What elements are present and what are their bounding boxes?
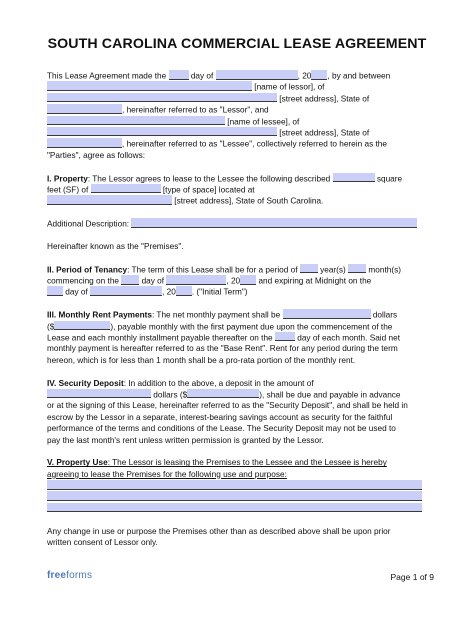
end-year-field[interactable] <box>176 286 192 296</box>
use-heading: V. Property Use <box>47 458 108 468</box>
end-day-field[interactable] <box>47 286 63 296</box>
deposit-line-1 <box>47 378 432 389</box>
property-line-1 <box>47 173 432 184</box>
property-text: [type of space] located at <box>162 185 255 195</box>
intro-line-7 <box>47 138 432 149</box>
use-field-line-1 <box>47 480 432 491</box>
day-field[interactable] <box>169 70 189 80</box>
tenancy-text: month(s) <box>368 265 401 275</box>
rent-text: Lease and each monthly installment payable thereafter on the <box>47 333 273 343</box>
property-text: [street address], State of South Carolina. <box>174 196 324 206</box>
deposit-line-5: performance of the terms and conditions of the Lease. The Security Deposit may not be used to <box>47 424 396 434</box>
additional-description-label: Additional Description: <box>47 219 130 229</box>
property-text: square <box>376 174 403 184</box>
years-field[interactable] <box>300 264 318 274</box>
rent-text: ), payable monthly with the first payment due upon the commencement of the <box>110 322 393 332</box>
intro-line-5 <box>47 116 432 127</box>
deposit-line-6: pay the last month's rent unless written permission is granted by the Lessor. <box>47 435 324 445</box>
start-day-field[interactable] <box>121 275 139 285</box>
intro-text: [name of lessor], of <box>254 82 325 92</box>
use-field-line-3 <box>47 503 432 514</box>
rent-line-4: monthly payment is hereafter referred to as the "Base Rent". Rent for any period during the term <box>47 344 398 354</box>
intro-text: [street address], State of <box>279 94 370 104</box>
tenancy-heading: II. Period of Tenancy <box>47 265 128 275</box>
freeforms-logo <box>47 570 92 581</box>
rent-words-field[interactable] <box>283 309 371 319</box>
rent-text: ($ <box>47 322 55 332</box>
tenancy-text: year(s) <box>320 265 346 275</box>
lessor-state-field[interactable] <box>47 104 122 114</box>
space-type-field[interactable] <box>91 184 161 194</box>
intro-line-4 <box>47 104 432 115</box>
additional-description-field[interactable] <box>131 218 417 228</box>
rent-text: dollars <box>372 310 398 320</box>
lessee-address-field[interactable] <box>47 127 277 137</box>
tenancy-text: commencing on the <box>47 276 119 286</box>
months-field[interactable] <box>348 264 366 274</box>
year-field[interactable] <box>311 70 327 80</box>
intro-line-3 <box>47 93 432 104</box>
lessee-state-field[interactable] <box>47 138 122 148</box>
intro-text: , hereinafter referred to as "Lessor", and <box>122 105 269 115</box>
intro-text: This Lease Agreement made the <box>47 71 167 81</box>
tenancy-text: : The term of this Lease shall be for a period of <box>127 265 298 275</box>
tenancy-line-1 <box>47 264 432 275</box>
intro-text: day of <box>190 71 214 81</box>
deposit-text: : In addition to the above, a deposit in the amount of <box>123 378 314 388</box>
rent-line-3 <box>47 332 432 343</box>
start-year-field[interactable] <box>240 275 256 285</box>
property-text: : The Lessor agrees to lease to the Lessee the following described <box>87 174 331 184</box>
logo-text-a: free <box>47 570 67 581</box>
intro-line-8: "Parties", agree as follows: <box>47 150 146 160</box>
rent-line-5: hereon, which is for less than 1 month shall be a pro-rata portion of the monthly rent. <box>47 355 356 365</box>
start-month-field[interactable] <box>166 275 226 285</box>
tenancy-text: , 20 <box>162 287 176 297</box>
intro-text: [street address], State of <box>279 128 370 138</box>
intro-line-2 <box>47 81 432 92</box>
use-purpose-field-1[interactable] <box>47 480 422 490</box>
tenancy-text: day of <box>65 287 88 297</box>
intro-line-1 <box>47 70 432 81</box>
lessor-name-field[interactable] <box>47 81 252 91</box>
tenancy-line-2 <box>47 275 432 286</box>
deposit-line-4: escrow by the Lessor in a separate, interest-bearing savings account as security for the faithful <box>47 412 393 422</box>
deposit-amount-field[interactable] <box>187 389 259 399</box>
logo-text-b: forms <box>66 570 93 581</box>
use-line-2 <box>47 469 432 480</box>
intro-line-6 <box>47 127 432 138</box>
tenancy-text: . ("Initial Term") <box>191 287 248 297</box>
rent-due-day-field[interactable] <box>275 332 295 342</box>
property-text: feet (SF) of <box>47 185 89 195</box>
rent-heading: III. Monthly Rent Payments <box>47 310 152 320</box>
square-feet-field[interactable] <box>333 173 375 183</box>
intro-text: [name of lessee], of <box>227 117 300 127</box>
lessor-address-field[interactable] <box>47 93 277 103</box>
property-line-2 <box>47 184 432 195</box>
intro-text: , 20 <box>297 71 312 81</box>
deposit-words-field[interactable] <box>47 389 151 399</box>
deposit-line-2 <box>47 389 432 400</box>
property-heading: I. Property <box>47 174 88 184</box>
use-line-7: written consent of Lessor only. <box>47 538 158 548</box>
document-body <box>47 70 432 548</box>
tenancy-text: and expiring at Midnight on the <box>258 276 372 286</box>
use-text: agreeing to lease the Premises for the following use and purpose: <box>47 469 287 479</box>
deposit-heading: IV. Security Deposit <box>47 378 124 388</box>
use-field-line-2 <box>47 491 432 502</box>
property-address-field[interactable] <box>47 195 172 205</box>
use-purpose-field-3[interactable] <box>47 503 422 513</box>
end-month-field[interactable] <box>90 286 162 296</box>
use-line-6: Any change in use or purpose the Premises other than as described above shall be upon prior <box>47 526 391 536</box>
document-title: SOUTH CAROLINA COMMERCIAL LEASE AGREEMENT <box>47 36 427 52</box>
deposit-text: dollars ($ <box>153 390 188 400</box>
tenancy-text: , 20 <box>226 276 241 286</box>
tenancy-line-3 <box>47 286 432 297</box>
rent-line-2 <box>47 321 432 332</box>
deposit-line-3: or at the signing of this Lease, hereinafter referred to as the "Security Deposit", and shall be held in <box>47 401 408 411</box>
deposit-text: ), shall be due and payable in advance <box>259 390 401 400</box>
month-field[interactable] <box>216 70 298 80</box>
use-text: : The Lessor is leasing the Premises to the Lessee and the Lessee is hereby <box>107 458 387 468</box>
premises-line: Hereinafter known as the "Premises". <box>47 241 184 251</box>
intro-text: , by and between <box>327 71 391 81</box>
intro-text: , hereinafter referred to as "Lessee", collectively referred to herein as the <box>122 139 387 149</box>
use-line-1 <box>47 457 432 468</box>
additional-description-line <box>47 218 432 229</box>
page-number: Page 1 of 9 <box>390 572 434 582</box>
rent-text: : The net monthly payment shall be <box>151 310 281 320</box>
rent-amount-field[interactable] <box>54 321 110 331</box>
rent-line-1 <box>47 309 432 320</box>
rent-text: day of each month. Said net <box>297 333 400 343</box>
lessee-name-field[interactable] <box>47 116 225 126</box>
tenancy-text: day of <box>141 276 165 286</box>
property-line-3 <box>47 195 432 206</box>
use-purpose-field-2[interactable] <box>47 491 422 501</box>
